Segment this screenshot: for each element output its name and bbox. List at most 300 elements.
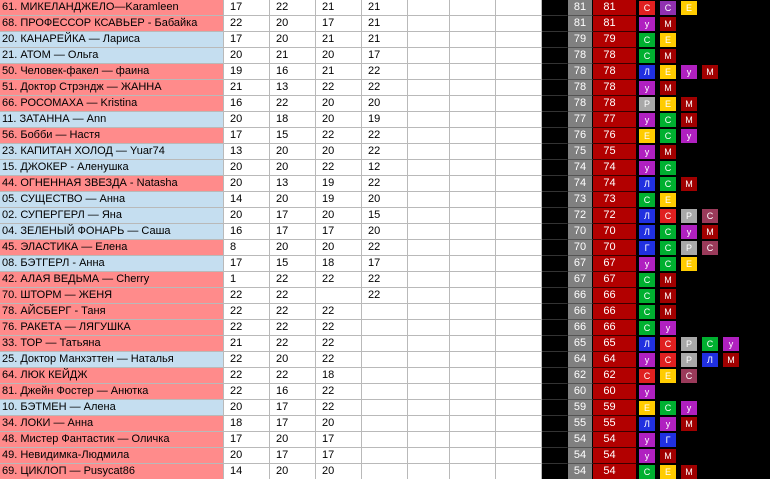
spacer-cell[interactable] bbox=[542, 64, 568, 80]
spacer-cell[interactable] bbox=[542, 400, 568, 416]
score-cell-1[interactable]: 17 bbox=[224, 432, 270, 448]
total-score-cell[interactable]: 74 bbox=[568, 176, 593, 192]
score-cell-1[interactable]: 14 bbox=[224, 464, 270, 479]
score-cell-4[interactable]: 20 bbox=[362, 96, 408, 112]
score-cell-3[interactable]: 22 bbox=[316, 400, 362, 416]
spacer-cell[interactable] bbox=[542, 96, 568, 112]
score-cell-2[interactable]: 13 bbox=[270, 176, 316, 192]
total-score-highlight-cell[interactable]: 66 bbox=[593, 288, 637, 304]
score-cell-2[interactable]: 17 bbox=[270, 448, 316, 464]
participant-name-cell[interactable]: 81. Джейн Фостер — Анютка bbox=[0, 384, 224, 400]
total-score-highlight-cell[interactable]: 67 bbox=[593, 272, 637, 288]
empty-cell[interactable] bbox=[496, 192, 542, 208]
empty-cell[interactable] bbox=[496, 112, 542, 128]
participant-name-cell[interactable]: 11. ЗАТАННА — Ann bbox=[0, 112, 224, 128]
empty-cell[interactable] bbox=[408, 112, 450, 128]
score-cell-2[interactable]: 20 bbox=[270, 32, 316, 48]
total-score-cell[interactable]: 79 bbox=[568, 32, 593, 48]
empty-cell[interactable] bbox=[408, 80, 450, 96]
participant-name-cell[interactable]: 25. Доктор Манхэттен — Наталья bbox=[0, 352, 224, 368]
empty-cell[interactable] bbox=[450, 208, 496, 224]
empty-cell[interactable] bbox=[496, 464, 542, 479]
empty-cell[interactable] bbox=[450, 336, 496, 352]
total-score-highlight-cell[interactable]: 62 bbox=[593, 368, 637, 384]
score-cell-3[interactable]: 22 bbox=[316, 160, 362, 176]
score-cell-4[interactable]: 22 bbox=[362, 288, 408, 304]
score-cell-1[interactable]: 17 bbox=[224, 32, 270, 48]
score-cell-3[interactable]: 17 bbox=[316, 16, 362, 32]
participant-name-cell[interactable]: 66. РОСОМАХА — Kristina bbox=[0, 96, 224, 112]
empty-cell[interactable] bbox=[408, 32, 450, 48]
participant-name-cell[interactable]: 64. ЛЮК КЕЙДЖ bbox=[0, 368, 224, 384]
empty-cell[interactable] bbox=[408, 304, 450, 320]
score-cell-1[interactable]: 20 bbox=[224, 400, 270, 416]
empty-cell[interactable] bbox=[408, 0, 450, 16]
spacer-cell[interactable] bbox=[542, 288, 568, 304]
score-cell-4[interactable] bbox=[362, 400, 408, 416]
total-score-cell[interactable]: 65 bbox=[568, 336, 593, 352]
score-cell-2[interactable]: 18 bbox=[270, 112, 316, 128]
total-score-highlight-cell[interactable]: 66 bbox=[593, 320, 637, 336]
total-score-highlight-cell[interactable]: 74 bbox=[593, 176, 637, 192]
empty-cell[interactable] bbox=[408, 224, 450, 240]
spacer-cell[interactable] bbox=[542, 48, 568, 64]
empty-cell[interactable] bbox=[496, 208, 542, 224]
score-cell-2[interactable]: 21 bbox=[270, 48, 316, 64]
score-cell-1[interactable]: 18 bbox=[224, 416, 270, 432]
score-cell-3[interactable]: 20 bbox=[316, 464, 362, 479]
spacer-cell[interactable] bbox=[542, 272, 568, 288]
total-score-highlight-cell[interactable]: 81 bbox=[593, 16, 637, 32]
total-score-cell[interactable]: 67 bbox=[568, 272, 593, 288]
score-cell-4[interactable]: 22 bbox=[362, 128, 408, 144]
empty-cell[interactable] bbox=[496, 128, 542, 144]
score-cell-4[interactable]: 21 bbox=[362, 32, 408, 48]
score-cell-2[interactable]: 17 bbox=[270, 224, 316, 240]
score-cell-1[interactable]: 20 bbox=[224, 176, 270, 192]
empty-cell[interactable] bbox=[450, 448, 496, 464]
total-score-cell[interactable]: 64 bbox=[568, 352, 593, 368]
score-cell-1[interactable]: 21 bbox=[224, 80, 270, 96]
participant-name-cell[interactable]: 70. ШТОРМ — ЖЕНЯ bbox=[0, 288, 224, 304]
score-cell-3[interactable]: 22 bbox=[316, 320, 362, 336]
total-score-cell[interactable]: 81 bbox=[568, 0, 593, 16]
score-cell-3[interactable]: 20 bbox=[316, 96, 362, 112]
spacer-cell[interactable] bbox=[542, 112, 568, 128]
total-score-highlight-cell[interactable]: 76 bbox=[593, 128, 637, 144]
score-cell-4[interactable]: 22 bbox=[362, 272, 408, 288]
score-cell-3[interactable]: 17 bbox=[316, 432, 362, 448]
score-cell-3[interactable]: 17 bbox=[316, 448, 362, 464]
spacer-cell[interactable] bbox=[542, 16, 568, 32]
total-score-highlight-cell[interactable]: 73 bbox=[593, 192, 637, 208]
score-cell-4[interactable] bbox=[362, 448, 408, 464]
participant-name-cell[interactable]: 51. Доктор Стрэндж — ЖАННА bbox=[0, 80, 224, 96]
score-cell-4[interactable]: 22 bbox=[362, 64, 408, 80]
score-cell-4[interactable] bbox=[362, 368, 408, 384]
spacer-cell[interactable] bbox=[542, 128, 568, 144]
score-cell-1[interactable]: 22 bbox=[224, 368, 270, 384]
score-cell-1[interactable]: 20 bbox=[224, 208, 270, 224]
score-cell-3[interactable]: 18 bbox=[316, 256, 362, 272]
score-cell-3[interactable]: 20 bbox=[316, 112, 362, 128]
score-cell-2[interactable]: 22 bbox=[270, 0, 316, 16]
score-cell-3[interactable]: 20 bbox=[316, 240, 362, 256]
score-cell-4[interactable]: 21 bbox=[362, 0, 408, 16]
score-cell-3[interactable]: 20 bbox=[316, 208, 362, 224]
total-score-highlight-cell[interactable]: 60 bbox=[593, 384, 637, 400]
score-cell-4[interactable] bbox=[362, 304, 408, 320]
score-cell-2[interactable]: 22 bbox=[270, 368, 316, 384]
empty-cell[interactable] bbox=[450, 192, 496, 208]
empty-cell[interactable] bbox=[450, 240, 496, 256]
score-cell-3[interactable]: 19 bbox=[316, 192, 362, 208]
empty-cell[interactable] bbox=[408, 256, 450, 272]
total-score-highlight-cell[interactable]: 72 bbox=[593, 208, 637, 224]
total-score-highlight-cell[interactable]: 78 bbox=[593, 64, 637, 80]
score-cell-1[interactable]: 20 bbox=[224, 160, 270, 176]
empty-cell[interactable] bbox=[408, 208, 450, 224]
empty-cell[interactable] bbox=[496, 448, 542, 464]
score-cell-4[interactable] bbox=[362, 336, 408, 352]
empty-cell[interactable] bbox=[408, 384, 450, 400]
empty-cell[interactable] bbox=[450, 272, 496, 288]
total-score-highlight-cell[interactable]: 78 bbox=[593, 48, 637, 64]
empty-cell[interactable] bbox=[496, 224, 542, 240]
empty-cell[interactable] bbox=[496, 320, 542, 336]
empty-cell[interactable] bbox=[450, 288, 496, 304]
score-cell-3[interactable]: 22 bbox=[316, 304, 362, 320]
score-cell-1[interactable]: 1 bbox=[224, 272, 270, 288]
score-cell-1[interactable]: 21 bbox=[224, 336, 270, 352]
score-cell-3[interactable]: 22 bbox=[316, 352, 362, 368]
empty-cell[interactable] bbox=[496, 240, 542, 256]
empty-cell[interactable] bbox=[496, 144, 542, 160]
score-cell-3[interactable]: 20 bbox=[316, 48, 362, 64]
empty-cell[interactable] bbox=[450, 144, 496, 160]
total-score-highlight-cell[interactable]: 67 bbox=[593, 256, 637, 272]
empty-cell[interactable] bbox=[496, 256, 542, 272]
total-score-highlight-cell[interactable]: 54 bbox=[593, 432, 637, 448]
spacer-cell[interactable] bbox=[542, 0, 568, 16]
total-score-cell[interactable]: 66 bbox=[568, 304, 593, 320]
total-score-highlight-cell[interactable]: 77 bbox=[593, 112, 637, 128]
score-cell-4[interactable]: 20 bbox=[362, 224, 408, 240]
total-score-highlight-cell[interactable]: 78 bbox=[593, 80, 637, 96]
score-cell-3[interactable]: 22 bbox=[316, 336, 362, 352]
empty-cell[interactable] bbox=[496, 176, 542, 192]
total-score-highlight-cell[interactable]: 78 bbox=[593, 96, 637, 112]
empty-cell[interactable] bbox=[450, 224, 496, 240]
score-cell-3[interactable]: 21 bbox=[316, 0, 362, 16]
score-cell-2[interactable]: 20 bbox=[270, 432, 316, 448]
total-score-cell[interactable]: 78 bbox=[568, 96, 593, 112]
total-score-cell[interactable]: 70 bbox=[568, 240, 593, 256]
participant-name-cell[interactable]: 02. СУПЕРГЕРЛ — Яна bbox=[0, 208, 224, 224]
score-cell-3[interactable]: 22 bbox=[316, 384, 362, 400]
empty-cell[interactable] bbox=[450, 64, 496, 80]
empty-cell[interactable] bbox=[450, 384, 496, 400]
spacer-cell[interactable] bbox=[542, 240, 568, 256]
score-cell-3[interactable]: 21 bbox=[316, 64, 362, 80]
empty-cell[interactable] bbox=[450, 416, 496, 432]
participant-name-cell[interactable]: 68. ПРОФЕССОР КСАВЬЕР - Бабайка bbox=[0, 16, 224, 32]
empty-cell[interactable] bbox=[496, 432, 542, 448]
total-score-highlight-cell[interactable]: 81 bbox=[593, 0, 637, 16]
score-cell-2[interactable]: 20 bbox=[270, 352, 316, 368]
participant-name-cell[interactable]: 69. ЦИКЛОП — Pusycat86 bbox=[0, 464, 224, 479]
empty-cell[interactable] bbox=[496, 288, 542, 304]
empty-cell[interactable] bbox=[496, 368, 542, 384]
empty-cell[interactable] bbox=[496, 160, 542, 176]
empty-cell[interactable] bbox=[408, 400, 450, 416]
participant-name-cell[interactable]: 23. КАПИТАН ХОЛОД — Yuar74 bbox=[0, 144, 224, 160]
participant-name-cell[interactable]: 20. КАНАРЕЙКА — Лариса bbox=[0, 32, 224, 48]
empty-cell[interactable] bbox=[496, 352, 542, 368]
spacer-cell[interactable] bbox=[542, 432, 568, 448]
empty-cell[interactable] bbox=[408, 128, 450, 144]
empty-cell[interactable] bbox=[408, 416, 450, 432]
score-cell-3[interactable]: 21 bbox=[316, 32, 362, 48]
empty-cell[interactable] bbox=[450, 80, 496, 96]
participant-name-cell[interactable]: 44. ОГНЕННАЯ ЗВЕЗДА - Natasha bbox=[0, 176, 224, 192]
score-cell-1[interactable]: 20 bbox=[224, 112, 270, 128]
score-cell-4[interactable]: 17 bbox=[362, 48, 408, 64]
score-cell-2[interactable]: 20 bbox=[270, 160, 316, 176]
score-cell-4[interactable]: 17 bbox=[362, 256, 408, 272]
participant-name-cell[interactable]: 48. Мистер Фантастик — Оличка bbox=[0, 432, 224, 448]
total-score-cell[interactable]: 76 bbox=[568, 128, 593, 144]
participant-name-cell[interactable]: 08. БЭТГЕРЛ - Анна bbox=[0, 256, 224, 272]
empty-cell[interactable] bbox=[408, 192, 450, 208]
spacer-cell[interactable] bbox=[542, 144, 568, 160]
empty-cell[interactable] bbox=[496, 80, 542, 96]
score-cell-3[interactable]: 20 bbox=[316, 144, 362, 160]
score-cell-1[interactable]: 17 bbox=[224, 256, 270, 272]
score-cell-3[interactable]: 20 bbox=[316, 416, 362, 432]
spacer-cell[interactable] bbox=[542, 448, 568, 464]
total-score-cell[interactable]: 78 bbox=[568, 80, 593, 96]
score-cell-2[interactable]: 13 bbox=[270, 80, 316, 96]
participant-name-cell[interactable]: 78. АЙСБЕРГ - Таня bbox=[0, 304, 224, 320]
score-cell-2[interactable]: 16 bbox=[270, 64, 316, 80]
empty-cell[interactable] bbox=[496, 416, 542, 432]
score-cell-2[interactable]: 22 bbox=[270, 288, 316, 304]
empty-cell[interactable] bbox=[450, 368, 496, 384]
total-score-cell[interactable]: 78 bbox=[568, 48, 593, 64]
spacer-cell[interactable] bbox=[542, 384, 568, 400]
participant-name-cell[interactable]: 34. ЛОКИ — Анна bbox=[0, 416, 224, 432]
score-cell-2[interactable]: 20 bbox=[270, 192, 316, 208]
empty-cell[interactable] bbox=[408, 160, 450, 176]
participant-name-cell[interactable]: 10. БЭТМЕН — Алена bbox=[0, 400, 224, 416]
total-score-highlight-cell[interactable]: 75 bbox=[593, 144, 637, 160]
total-score-highlight-cell[interactable]: 74 bbox=[593, 160, 637, 176]
empty-cell[interactable] bbox=[408, 336, 450, 352]
total-score-cell[interactable]: 78 bbox=[568, 64, 593, 80]
total-score-highlight-cell[interactable]: 64 bbox=[593, 352, 637, 368]
participant-name-cell[interactable]: 05. СУЩЕСТВО — Анна bbox=[0, 192, 224, 208]
score-cell-2[interactable]: 20 bbox=[270, 464, 316, 479]
empty-cell[interactable] bbox=[408, 352, 450, 368]
total-score-cell[interactable]: 54 bbox=[568, 448, 593, 464]
score-cell-4[interactable] bbox=[362, 352, 408, 368]
score-cell-4[interactable]: 22 bbox=[362, 144, 408, 160]
score-cell-3[interactable]: 22 bbox=[316, 80, 362, 96]
score-cell-3[interactable]: 17 bbox=[316, 224, 362, 240]
score-cell-3[interactable]: 22 bbox=[316, 272, 362, 288]
empty-cell[interactable] bbox=[408, 176, 450, 192]
score-cell-1[interactable]: 20 bbox=[224, 48, 270, 64]
total-score-cell[interactable]: 81 bbox=[568, 16, 593, 32]
total-score-cell[interactable]: 55 bbox=[568, 416, 593, 432]
spacer-cell[interactable] bbox=[542, 176, 568, 192]
empty-cell[interactable] bbox=[408, 288, 450, 304]
total-score-cell[interactable]: 66 bbox=[568, 288, 593, 304]
empty-cell[interactable] bbox=[408, 64, 450, 80]
spacer-cell[interactable] bbox=[542, 80, 568, 96]
empty-cell[interactable] bbox=[408, 432, 450, 448]
spacer-cell[interactable] bbox=[542, 416, 568, 432]
total-score-cell[interactable]: 75 bbox=[568, 144, 593, 160]
score-cell-1[interactable]: 22 bbox=[224, 304, 270, 320]
score-cell-1[interactable]: 20 bbox=[224, 448, 270, 464]
score-cell-4[interactable]: 22 bbox=[362, 176, 408, 192]
score-cell-2[interactable]: 17 bbox=[270, 208, 316, 224]
empty-cell[interactable] bbox=[496, 400, 542, 416]
spacer-cell[interactable] bbox=[542, 32, 568, 48]
empty-cell[interactable] bbox=[450, 256, 496, 272]
score-cell-4[interactable] bbox=[362, 432, 408, 448]
empty-cell[interactable] bbox=[496, 272, 542, 288]
empty-cell[interactable] bbox=[450, 352, 496, 368]
score-cell-1[interactable]: 22 bbox=[224, 288, 270, 304]
participant-name-cell[interactable]: 45. ЭЛАСТИКА — Елена bbox=[0, 240, 224, 256]
score-cell-2[interactable]: 22 bbox=[270, 272, 316, 288]
total-score-cell[interactable]: 59 bbox=[568, 400, 593, 416]
empty-cell[interactable] bbox=[496, 16, 542, 32]
participant-name-cell[interactable]: 61. МИКЕЛАНДЖЕЛО—Karamleen bbox=[0, 0, 224, 16]
empty-cell[interactable] bbox=[408, 48, 450, 64]
total-score-highlight-cell[interactable]: 54 bbox=[593, 448, 637, 464]
empty-cell[interactable] bbox=[496, 32, 542, 48]
empty-cell[interactable] bbox=[408, 96, 450, 112]
score-cell-2[interactable]: 15 bbox=[270, 256, 316, 272]
empty-cell[interactable] bbox=[450, 48, 496, 64]
score-cell-4[interactable]: 15 bbox=[362, 208, 408, 224]
spacer-cell[interactable] bbox=[542, 160, 568, 176]
spacer-cell[interactable] bbox=[542, 224, 568, 240]
participant-name-cell[interactable]: 04. ЗЕЛЕНЫЙ ФОНАРЬ — Саша bbox=[0, 224, 224, 240]
score-cell-4[interactable]: 12 bbox=[362, 160, 408, 176]
score-cell-4[interactable]: 22 bbox=[362, 80, 408, 96]
score-cell-1[interactable]: 16 bbox=[224, 96, 270, 112]
total-score-cell[interactable]: 54 bbox=[568, 432, 593, 448]
spacer-cell[interactable] bbox=[542, 192, 568, 208]
empty-cell[interactable] bbox=[450, 16, 496, 32]
empty-cell[interactable] bbox=[450, 432, 496, 448]
spacer-cell[interactable] bbox=[542, 304, 568, 320]
score-cell-2[interactable]: 20 bbox=[270, 240, 316, 256]
score-cell-1[interactable]: 17 bbox=[224, 0, 270, 16]
score-cell-1[interactable]: 16 bbox=[224, 224, 270, 240]
score-cell-3[interactable]: 18 bbox=[316, 368, 362, 384]
participant-name-cell[interactable]: 76. РАКЕТА — ЛЯГУШКА bbox=[0, 320, 224, 336]
score-cell-2[interactable]: 20 bbox=[270, 144, 316, 160]
score-cell-3[interactable] bbox=[316, 288, 362, 304]
total-score-cell[interactable]: 60 bbox=[568, 384, 593, 400]
empty-cell[interactable] bbox=[496, 48, 542, 64]
score-cell-4[interactable] bbox=[362, 384, 408, 400]
score-cell-4[interactable]: 20 bbox=[362, 192, 408, 208]
total-score-highlight-cell[interactable]: 55 bbox=[593, 416, 637, 432]
empty-cell[interactable] bbox=[408, 320, 450, 336]
total-score-highlight-cell[interactable]: 59 bbox=[593, 400, 637, 416]
empty-cell[interactable] bbox=[450, 400, 496, 416]
empty-cell[interactable] bbox=[450, 128, 496, 144]
participant-name-cell[interactable]: 56. Бобби — Настя bbox=[0, 128, 224, 144]
total-score-cell[interactable]: 74 bbox=[568, 160, 593, 176]
empty-cell[interactable] bbox=[450, 320, 496, 336]
empty-cell[interactable] bbox=[450, 96, 496, 112]
score-cell-2[interactable]: 22 bbox=[270, 320, 316, 336]
score-cell-1[interactable]: 22 bbox=[224, 352, 270, 368]
total-score-cell[interactable]: 70 bbox=[568, 224, 593, 240]
score-cell-2[interactable]: 15 bbox=[270, 128, 316, 144]
score-cell-2[interactable]: 17 bbox=[270, 416, 316, 432]
score-cell-4[interactable] bbox=[362, 416, 408, 432]
empty-cell[interactable] bbox=[450, 32, 496, 48]
empty-cell[interactable] bbox=[408, 272, 450, 288]
participant-name-cell[interactable]: 15. ДЖОКЕР - Аленушка bbox=[0, 160, 224, 176]
empty-cell[interactable] bbox=[450, 112, 496, 128]
empty-cell[interactable] bbox=[450, 176, 496, 192]
score-cell-1[interactable]: 14 bbox=[224, 192, 270, 208]
empty-cell[interactable] bbox=[408, 448, 450, 464]
empty-cell[interactable] bbox=[496, 96, 542, 112]
score-cell-2[interactable]: 22 bbox=[270, 96, 316, 112]
total-score-cell[interactable]: 67 bbox=[568, 256, 593, 272]
score-cell-2[interactable]: 16 bbox=[270, 384, 316, 400]
spacer-cell[interactable] bbox=[542, 368, 568, 384]
empty-cell[interactable] bbox=[450, 464, 496, 479]
score-cell-4[interactable]: 22 bbox=[362, 240, 408, 256]
spacer-cell[interactable] bbox=[542, 336, 568, 352]
empty-cell[interactable] bbox=[408, 16, 450, 32]
total-score-highlight-cell[interactable]: 70 bbox=[593, 240, 637, 256]
spacer-cell[interactable] bbox=[542, 320, 568, 336]
total-score-cell[interactable]: 66 bbox=[568, 320, 593, 336]
total-score-cell[interactable]: 73 bbox=[568, 192, 593, 208]
score-cell-1[interactable]: 8 bbox=[224, 240, 270, 256]
empty-cell[interactable] bbox=[496, 64, 542, 80]
empty-cell[interactable] bbox=[496, 0, 542, 16]
score-cell-4[interactable] bbox=[362, 464, 408, 479]
score-cell-3[interactable]: 22 bbox=[316, 128, 362, 144]
empty-cell[interactable] bbox=[450, 304, 496, 320]
empty-cell[interactable] bbox=[408, 464, 450, 479]
score-cell-4[interactable] bbox=[362, 320, 408, 336]
empty-cell[interactable] bbox=[408, 240, 450, 256]
spacer-cell[interactable] bbox=[542, 352, 568, 368]
empty-cell[interactable] bbox=[450, 0, 496, 16]
empty-cell[interactable] bbox=[450, 160, 496, 176]
score-cell-4[interactable]: 19 bbox=[362, 112, 408, 128]
score-cell-1[interactable]: 13 bbox=[224, 144, 270, 160]
score-cell-1[interactable]: 22 bbox=[224, 384, 270, 400]
score-cell-1[interactable]: 22 bbox=[224, 16, 270, 32]
participant-name-cell[interactable]: 49. Невидимка-Людмила bbox=[0, 448, 224, 464]
